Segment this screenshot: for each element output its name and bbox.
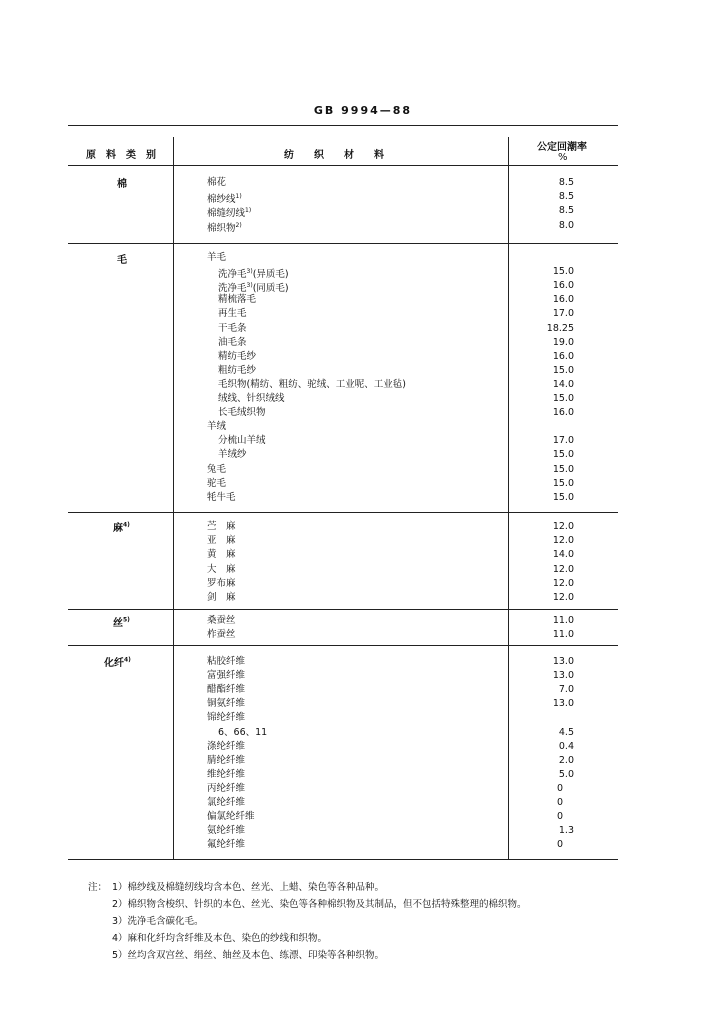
moisture-regain-value: 15.0 <box>552 449 574 461</box>
material-name: 维纶纤维 <box>207 768 246 780</box>
material-name: 粗纺毛纱 <box>218 364 257 376</box>
material-name: 羊绒纱 <box>218 449 247 461</box>
column-divider-1 <box>173 137 174 859</box>
footnote-line <box>88 896 527 913</box>
material-name: 绒线、针织绒线 <box>218 393 285 404</box>
footnote-item: 2）棉织物含梭织、针织的本色、丝光、染色等各种棉织物及其制品，但不包括特殊整理的棉织物。 <box>112 899 527 910</box>
moisture-regain-value: 8.5 <box>558 205 574 217</box>
material-name-text: 棉纱线 <box>207 194 236 206</box>
moisture-regain-value: 16.0 <box>552 280 574 292</box>
material-name: 柞蚕丝 <box>207 629 236 640</box>
moisture-regain-value: 14.0 <box>552 549 574 561</box>
moisture-regain-value: 12.0 <box>552 535 574 547</box>
material-name: 干毛条 <box>218 322 247 334</box>
material-name: 棉花 <box>207 177 227 188</box>
moisture-regain-value: 0 <box>557 839 564 851</box>
footnote-item: 5）丝均含双宫丝、绢丝、䌷丝及本色、练漂、印染等各种织物。 <box>112 950 385 961</box>
header-bottom-rule <box>68 165 618 166</box>
moisture-regain-value: 2.0 <box>558 754 574 766</box>
moisture-regain-value: 12.0 <box>552 563 574 575</box>
table-top-rule <box>68 125 618 126</box>
moisture-regain-value: 15.0 <box>552 266 574 278</box>
material-name: 氯纶纤维 <box>207 797 246 808</box>
moisture-regain-value: 11.0 <box>552 615 574 626</box>
category-wool: 毛 <box>117 255 127 266</box>
material-name: 氨纶纤维 <box>207 825 246 837</box>
material-name: 驼毛 <box>207 477 227 489</box>
material-name: 兔毛 <box>207 463 227 475</box>
moisture-regain-value: 17.0 <box>552 308 574 320</box>
material-name: 牦牛毛 <box>207 491 236 503</box>
footnotes <box>88 879 527 964</box>
material-name: 氟纶纤维 <box>207 839 246 851</box>
material-footnote-ref: 1) <box>235 193 242 201</box>
document-header: GB 9994—88 <box>313 104 413 117</box>
material-name-text: 洗净毛 <box>218 269 247 281</box>
material-name: 罗布麻 <box>207 577 236 589</box>
moisture-regain-value: 12.0 <box>552 521 574 532</box>
material-name: 锦纶纤维 <box>207 712 246 724</box>
moisture-regain-value: 8.5 <box>558 177 574 188</box>
material-footnote-ref: 1) <box>245 207 252 215</box>
moisture-regain-value: 16.0 <box>552 407 574 419</box>
moisture-regain-value: 19.0 <box>552 336 574 348</box>
material-name <box>207 219 242 236</box>
footnote-line <box>88 930 527 947</box>
material-name: 苎 麻 <box>207 521 236 532</box>
footnote-label: 注： <box>88 882 108 893</box>
moisture-regain-value: 8.0 <box>558 219 574 231</box>
moisture-regain-value: 11.0 <box>552 629 574 640</box>
footnote-line <box>88 879 527 896</box>
moisture-regain-value: 12.0 <box>552 592 574 603</box>
material-name: 富强纤维 <box>207 670 246 682</box>
material-qualifier: (异质毛) <box>252 269 289 281</box>
moisture-regain-value: 12.0 <box>552 577 574 589</box>
moisture-regain-value: 15.0 <box>552 491 574 503</box>
footnote-item: 1）棉纱线及棉缝纫线均含本色、丝光、上蜡、染色等各种品种。 <box>112 882 385 893</box>
column-header-rate: 公定回潮率 <box>537 142 587 153</box>
material-name-text: 洗净毛 <box>218 283 247 295</box>
material-name: 长毛绒织物 <box>218 407 266 419</box>
material-name: 大 麻 <box>207 563 236 575</box>
moisture-regain-value: 1.3 <box>558 825 574 837</box>
material-name: 6、66、11 <box>218 726 268 738</box>
moisture-regain-value: 16.0 <box>552 294 574 306</box>
moisture-regain-value: 13.0 <box>552 656 574 667</box>
moisture-regain-value: 15.0 <box>552 364 574 376</box>
category-hemp-label: 麻 <box>113 523 123 534</box>
material-qualifier: (同质毛) <box>252 283 289 295</box>
category-silk-footnote: 5) <box>123 616 130 624</box>
category-synthetic-label: 化纤 <box>104 658 124 669</box>
moisture-regain-value: 0 <box>557 782 564 794</box>
footnote-line <box>88 913 527 930</box>
moisture-regain-value: 17.0 <box>552 435 574 447</box>
footnote-item: 3）洗净毛含碳化毛。 <box>112 916 204 927</box>
moisture-regain-value: 7.0 <box>558 684 574 696</box>
wool-bottom-rule <box>68 512 618 513</box>
moisture-regain-value: 13.0 <box>552 698 574 710</box>
hemp-bottom-rule <box>68 609 618 610</box>
moisture-regain-value: 0 <box>557 797 564 808</box>
silk-bottom-rule <box>68 645 618 646</box>
material-name: 粘胶纤维 <box>207 656 246 667</box>
material-name: 分梳山羊绒 <box>218 435 266 447</box>
moisture-regain-value: 16.0 <box>552 350 574 362</box>
footnote-item: 4）麻和化纤均含纤维及本色、染色的纱线和织物。 <box>112 933 328 944</box>
moisture-regain-value: 15.0 <box>552 463 574 475</box>
material-name: 羊绒 <box>207 421 227 433</box>
material-name: 亚 麻 <box>207 535 236 547</box>
category-silk <box>113 614 130 629</box>
column-divider-2 <box>508 137 509 859</box>
material-name: 醋酯纤维 <box>207 684 246 696</box>
column-header-category: 原 料 类 别 <box>86 150 156 161</box>
category-hemp <box>113 519 130 534</box>
moisture-regain-value: 15.0 <box>552 477 574 489</box>
material-name: 剑 麻 <box>207 592 236 603</box>
column-header-rate-unit: % <box>558 152 568 163</box>
moisture-regain-value: 13.0 <box>552 670 574 682</box>
moisture-regain-value: 8.5 <box>558 191 574 203</box>
category-hemp-footnote: 4) <box>123 521 130 529</box>
footnote-line <box>88 947 527 964</box>
material-name: 精纺毛纱 <box>218 350 257 362</box>
material-footnote-ref: 2) <box>235 221 242 229</box>
material-name: 桑蚕丝 <box>207 615 236 626</box>
moisture-regain-value: 0 <box>557 811 564 823</box>
moisture-regain-value: 14.0 <box>552 378 574 390</box>
material-name-text: 棉缝纫线 <box>207 208 246 220</box>
moisture-regain-value: 15.0 <box>552 393 574 404</box>
material-name: 精梳落毛 <box>218 294 257 306</box>
category-cotton: 棉 <box>117 179 127 190</box>
moisture-regain-value: 0.4 <box>558 740 574 752</box>
moisture-regain-value: 5.0 <box>558 768 574 780</box>
category-synthetic-footnote: 4) <box>124 656 131 664</box>
category-silk-label: 丝 <box>113 618 123 629</box>
material-name: 油毛条 <box>218 336 247 348</box>
material-name-text: 棉织物 <box>207 222 236 234</box>
moisture-regain-value: 18.25 <box>546 322 574 334</box>
material-name: 偏氯纶纤维 <box>207 811 255 823</box>
material-name: 涤纶纤维 <box>207 740 246 752</box>
material-name: 铜氨纤维 <box>207 698 246 710</box>
cotton-bottom-rule <box>68 243 618 244</box>
moisture-regain-value: 4.5 <box>558 726 574 738</box>
material-name: 黄 麻 <box>207 549 236 561</box>
category-synthetic <box>104 654 131 669</box>
column-header-material: 纺 织 材 料 <box>284 150 384 161</box>
material-name: 腈纶纤维 <box>207 754 246 766</box>
material-name: 丙纶纤维 <box>207 782 246 794</box>
material-name: 再生毛 <box>218 308 247 320</box>
material-footnote-ref: 3) <box>246 282 253 290</box>
material-name: 毛织物(精纺、粗纺、驼绒、工业呢、工业毡) <box>218 378 406 390</box>
material-footnote-ref: 3) <box>246 268 253 276</box>
table-bottom-rule <box>68 859 618 860</box>
material-name: 羊毛 <box>207 252 227 263</box>
